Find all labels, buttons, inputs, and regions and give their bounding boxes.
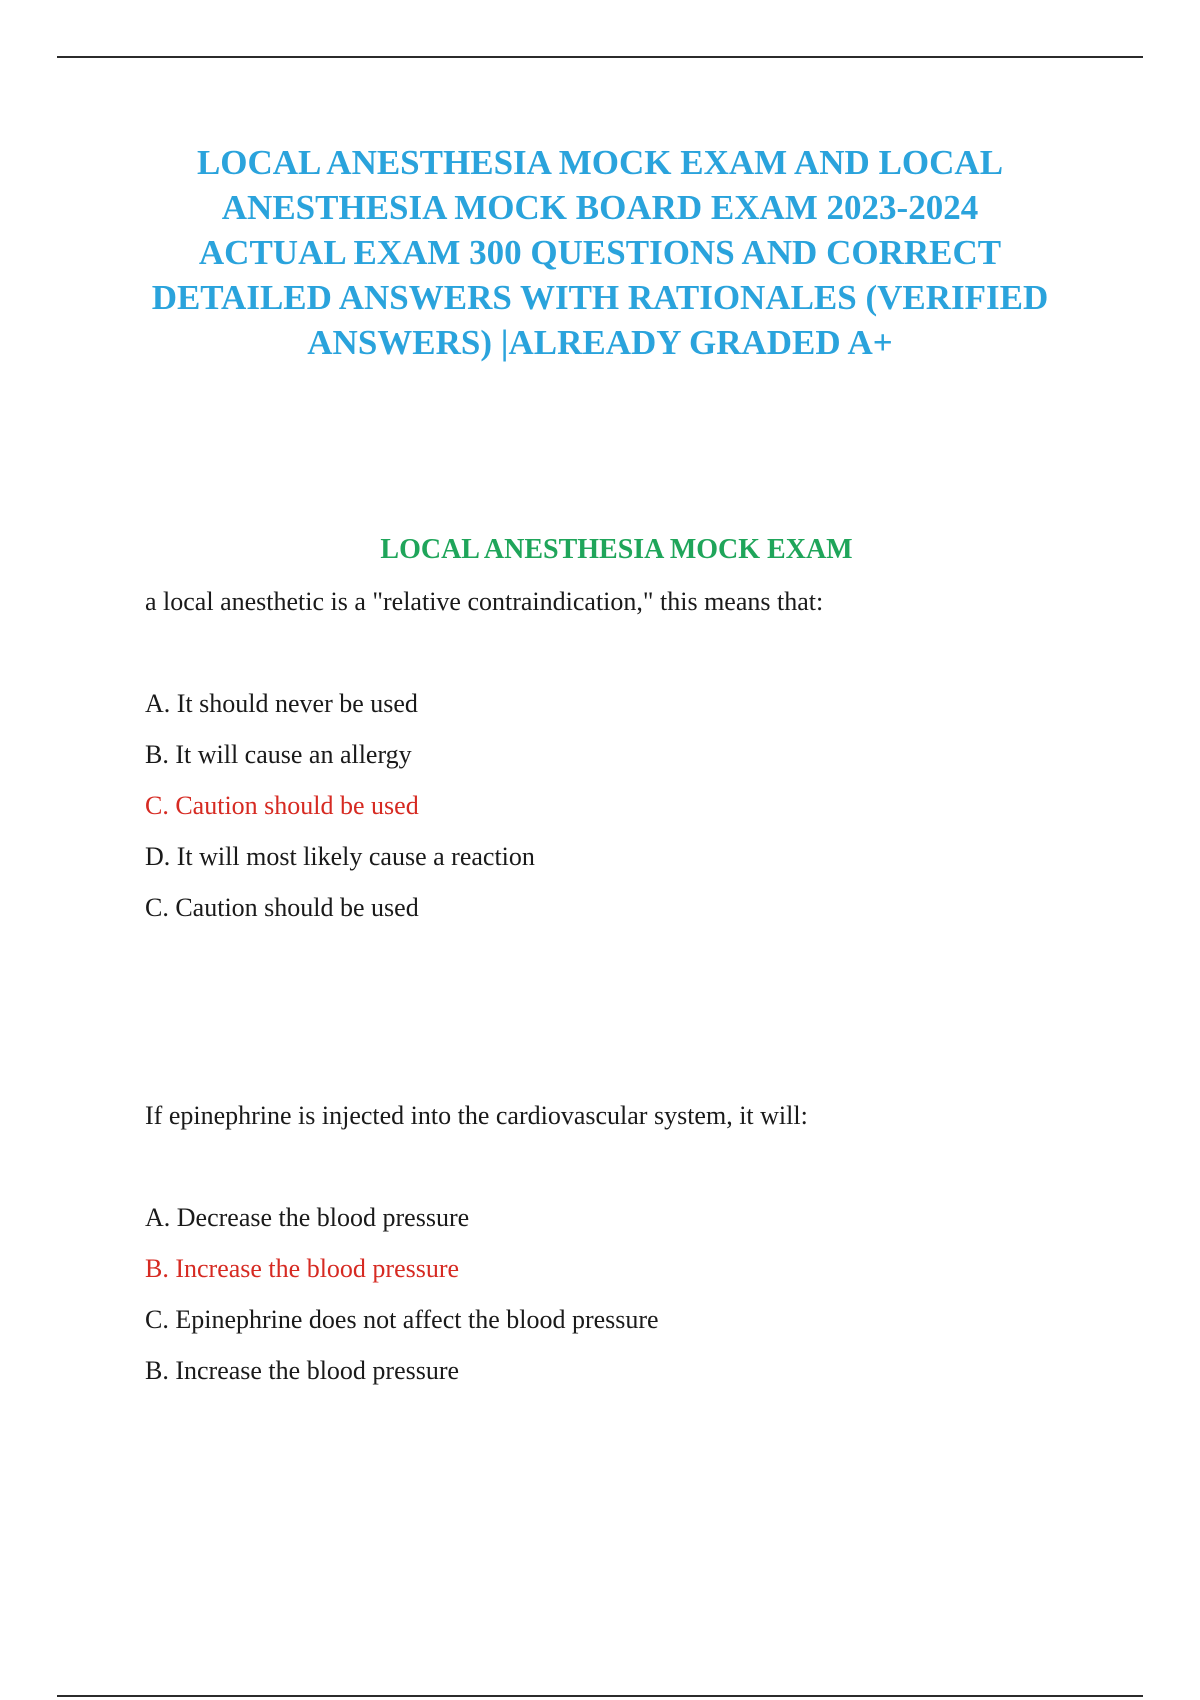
question-1-option-a: A. It should never be used [145, 689, 418, 718]
footer-rule [57, 1695, 1143, 1697]
question-1-prompt: a local anesthetic is a "relative contraindication," this means that: [145, 587, 824, 616]
title-line: ACTUAL EXAM 300 QUESTIONS AND CORRECT [198, 233, 1002, 272]
title-line: ANSWERS) |ALREADY GRADED A+ [307, 323, 893, 362]
question-1-option-d: D. It will most likely cause a reaction [145, 842, 535, 871]
document-title [100, 140, 1100, 365]
title-line: ANESTHESIA MOCK BOARD EXAM 2023-2024 [221, 188, 979, 227]
header-rule [57, 56, 1143, 58]
question-2-prompt: If epinephrine is injected into the cardiovascular system, it will: [145, 1101, 808, 1130]
question-2-option-b-correct: B. Increase the blood pressure [145, 1254, 460, 1283]
title-line: LOCAL ANESTHESIA MOCK EXAM AND LOCAL [196, 143, 1004, 182]
question-1-option-b: B. It will cause an allergy [145, 740, 412, 769]
title-line: DETAILED ANSWERS WITH RATIONALES (VERIFIED [151, 278, 1049, 317]
question-1-answer: C. Caution should be used [145, 893, 419, 922]
question-2-option-c: C. Epinephrine does not affect the blood pressure [145, 1305, 659, 1334]
question-2-option-a: A. Decrease the blood pressure [145, 1203, 470, 1232]
question-2-answer: B. Increase the blood pressure [145, 1356, 460, 1385]
section-heading: LOCAL ANESTHESIA MOCK EXAM [380, 534, 853, 565]
question-1-option-c-correct: C. Caution should be used [145, 791, 419, 820]
